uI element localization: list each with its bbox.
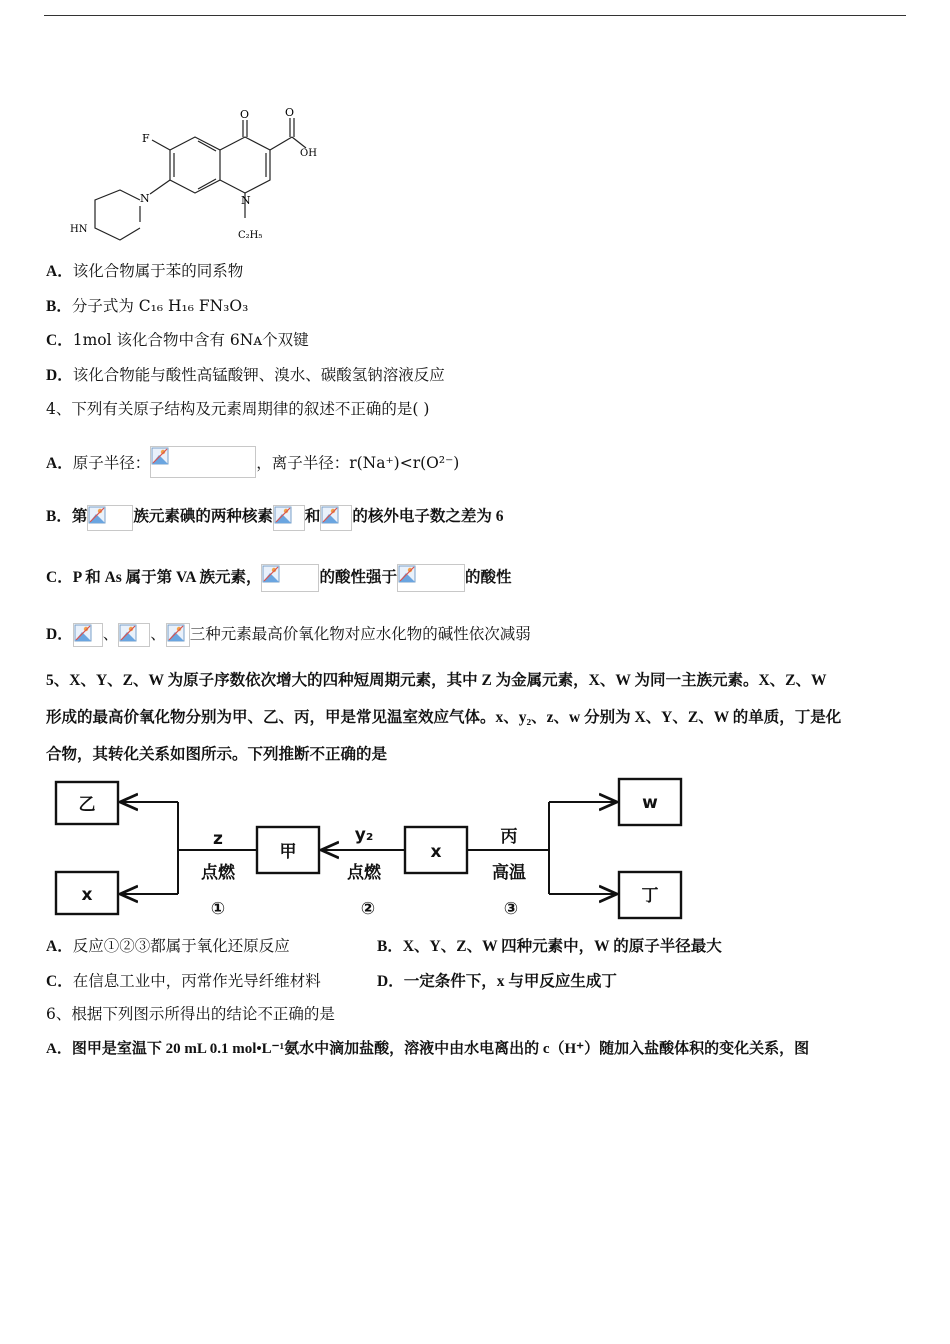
q4-option-d: D． 、 、 三种元素最高价氧化物对应水化物的碱性依次减弱 (46, 623, 531, 645)
q3-option-a: A．该化合物属于苯的同系物 (46, 262, 244, 280)
q6-stem: 6、根据下列图示所得出的结论不正确的是 (46, 1005, 335, 1023)
arrow2-number: ② (360, 899, 376, 919)
broken-image-icon (167, 624, 185, 642)
q4-option-c: C．P 和 As 属于第 VA 族元素， 的酸性强于 的酸性 (46, 564, 511, 588)
q5-stem-line1: 5、X、Y、Z、W 为原子序数依次增大的四种短周期元素，其中 Z 为金属元素，X、W 为同一主族元素。X、Z、W (46, 672, 827, 689)
reaction-scheme (46, 774, 696, 924)
formula-image-placeholder (166, 623, 190, 647)
quinolone-structure (60, 106, 317, 250)
arrow1-number: ① (210, 899, 226, 919)
q5-option-d: D．一定条件下，x 与甲反应生成丁 (377, 973, 617, 990)
q4-stem: 4、下列有关原子结构及元素周期律的叙述不正确的是( ) (46, 400, 430, 418)
q3-option-d: D．该化合物能与酸性高锰酸钾、溴水、碳酸氢钠溶液反应 (46, 366, 445, 384)
q4-option-b: B．第 族元素碘的两种核素 和 的核外电子数之差为 6 (46, 505, 504, 527)
q5-option-c: C．在信息工业中，丙常作光导纤维材料 (46, 972, 321, 990)
q5-option-b: B．X、Y、Z、W 四种元素中，W 的原子半径最大 (377, 938, 722, 955)
broken-image-icon (321, 506, 339, 524)
q4-option-a: A．原子半径： ，离子半径：r(Na⁺)<r(O²⁻) (46, 446, 459, 474)
formula-image-placeholder (261, 564, 319, 592)
broken-image-icon (119, 624, 137, 642)
arrow3-condition: 高温 (492, 863, 526, 883)
formula-image-placeholder (273, 505, 305, 531)
q5-stem-line2: 形成的最高价氧化物分别为甲、乙、丙，甲是常见温室效应气体。x、y₂、z、w 分别为 X、Y、Z、W 的单质，丁是化 (46, 709, 842, 726)
formula-image-placeholder (397, 564, 465, 592)
atom-o: O (240, 108, 250, 121)
q3-option-b: B．分子式为 C₁₆ H₁₆ FN₃O₃ (46, 297, 249, 315)
atom-ethyl: C₂H₅ (238, 230, 263, 241)
q5-option-a: A．反应①②③都属于氧化还原反应 (46, 937, 290, 955)
atom-oh: OH (300, 148, 317, 159)
q6-option-a: A．图甲是室温下 20 mL 0.1 mol•L⁻¹氨水中滴加盐酸，溶液中由水电离出的 c（H⁺）随加入盐酸体积的变化关系，图 (46, 1041, 810, 1057)
arrow3-reagent: 丙 (500, 827, 518, 847)
box-jia-label: 甲 (279, 842, 297, 862)
broken-image-icon (88, 506, 106, 524)
q3-option-c: C．1mol 该化合物中含有 6Nᴀ个双键 (46, 331, 309, 349)
formula-image-placeholder (150, 446, 256, 478)
box-yi-label: 乙 (78, 795, 96, 815)
broken-image-icon (262, 565, 280, 583)
formula-image-placeholder (118, 623, 150, 647)
broken-image-icon (151, 447, 169, 465)
arrow3-number: ③ (503, 899, 519, 919)
q5-stem-line3: 合物，其转化关系如图所示。下列推断不正确的是 (46, 746, 388, 763)
box-ding-label: 丁 (641, 886, 659, 906)
formula-image-placeholder (73, 623, 103, 647)
atom-hn: HN (70, 224, 88, 235)
box-x-mid-label: x (430, 842, 442, 862)
atom-f: F (142, 132, 150, 145)
atom-n-ring: N (241, 194, 251, 207)
atom-o2: O (285, 106, 295, 119)
arrow1-condition: 点燃 (201, 863, 235, 883)
box-w-label: w (642, 793, 658, 813)
broken-image-icon (274, 506, 292, 524)
formula-image-placeholder (320, 505, 352, 531)
broken-image-icon (74, 624, 92, 642)
arrow1-reagent: z (213, 829, 223, 849)
atom-n-pip: N (140, 192, 150, 205)
box-x-left-label: x (81, 885, 93, 905)
broken-image-icon (398, 565, 416, 583)
header-rule (44, 15, 906, 16)
formula-image-placeholder (87, 505, 133, 531)
arrow2-condition: 点燃 (347, 863, 381, 883)
arrow2-reagent: y₂ (354, 825, 374, 845)
